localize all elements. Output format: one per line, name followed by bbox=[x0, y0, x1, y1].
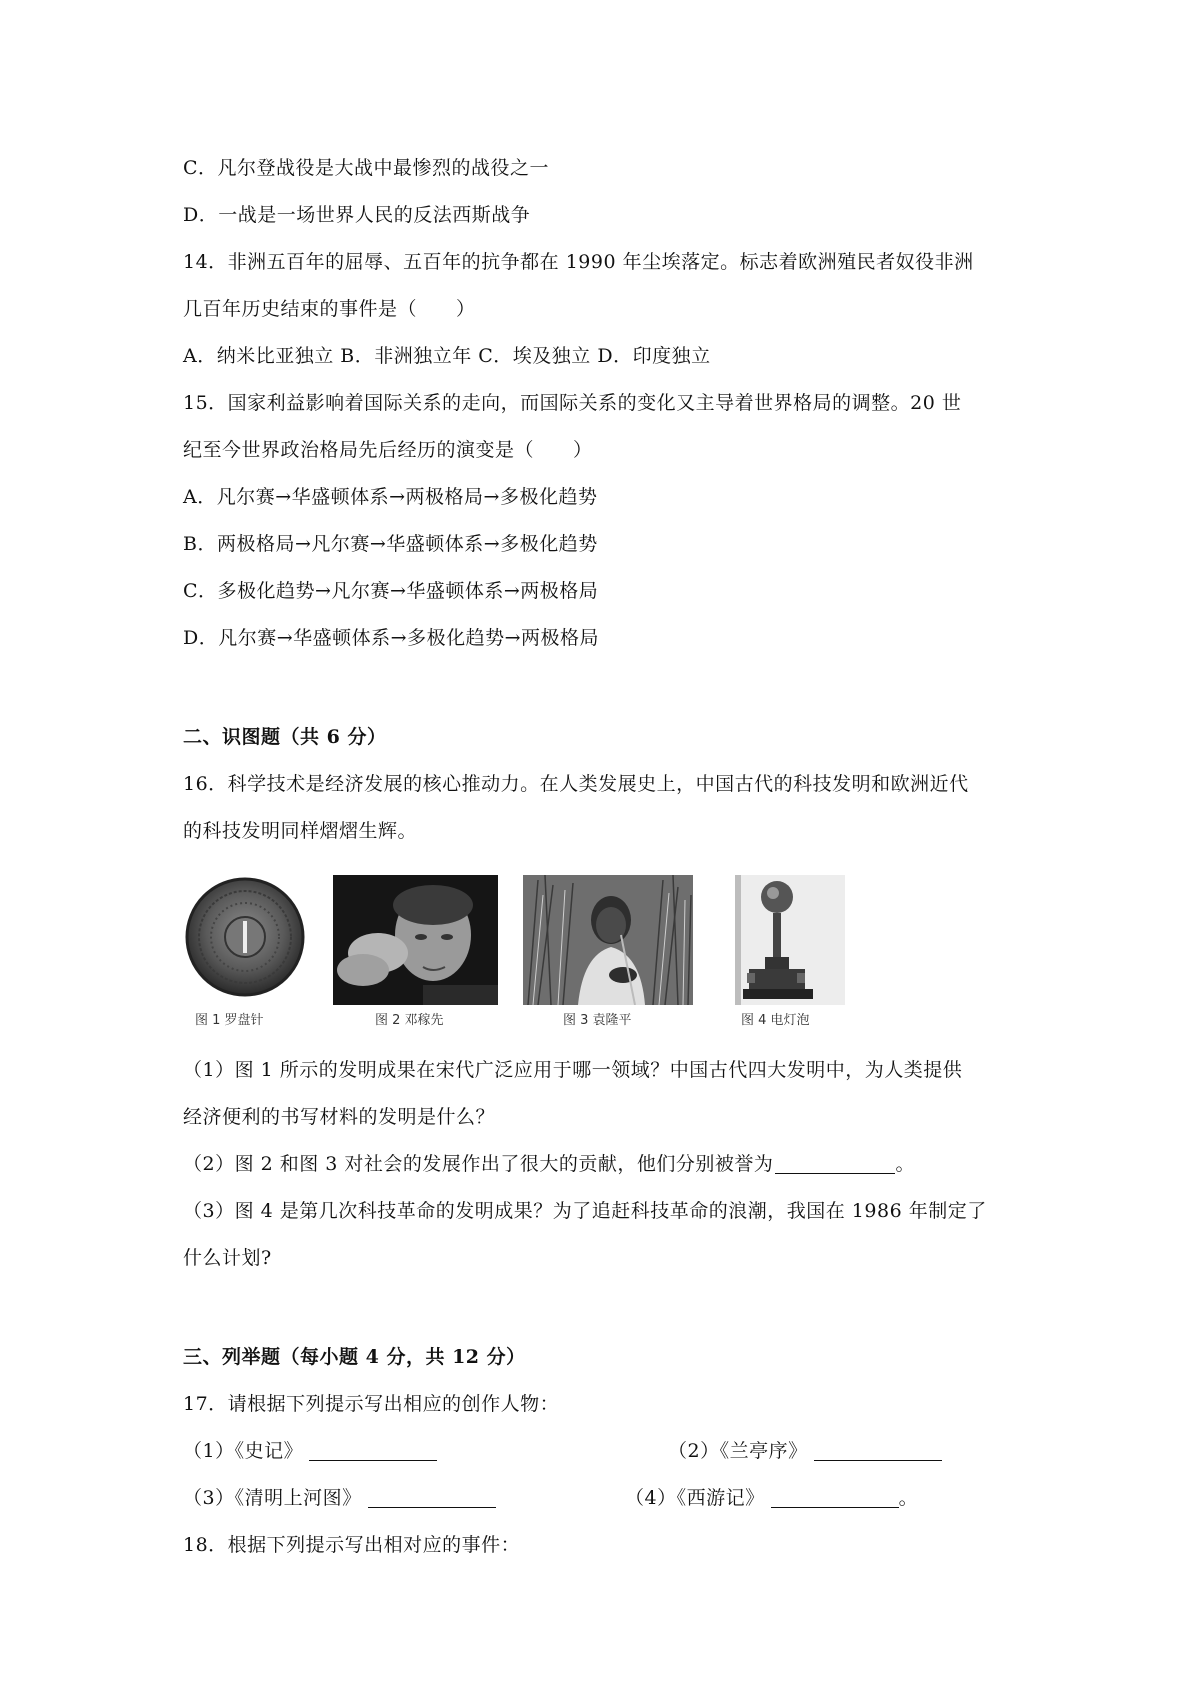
question-17-item-4-label: （4）《西游记》 bbox=[625, 1487, 765, 1509]
question-17-item-1-label: （1）《史记》 bbox=[183, 1440, 304, 1462]
answer-blank-16-2[interactable] bbox=[775, 1153, 895, 1174]
question-16-sub3-line1: （3）图 4 是第几次科技革命的发明成果？为了追赶科技革命的浪潮，我国在 1986 年制定了 bbox=[183, 1200, 987, 1222]
figure-row bbox=[185, 875, 865, 1035]
question-15-line2: 纪至今世界政治格局先后经历的演变是（ ） bbox=[183, 439, 593, 461]
question-17-item-3-label: （3）《清明上河图》 bbox=[183, 1487, 362, 1509]
question-16-line2: 的科技发明同样熠熠生辉。 bbox=[183, 820, 418, 842]
section-2-heading: 二、识图题（共 6 分） bbox=[183, 726, 387, 748]
question-17: 17．请根据下列提示写出相应的创作人物： bbox=[183, 1393, 560, 1415]
question-17-item-1 bbox=[183, 1438, 437, 1464]
option-13c: C．凡尔登战役是大战中最惨烈的战役之一 bbox=[183, 157, 550, 179]
rice-field-image bbox=[523, 875, 693, 1005]
compass-image bbox=[185, 875, 305, 1005]
option-15b: B．两极格局→凡尔赛→华盛顿体系→多极化趋势 bbox=[183, 533, 598, 555]
question-18: 18．根据下列提示写出相对应的事件： bbox=[183, 1534, 521, 1556]
question-17-item-2 bbox=[668, 1438, 942, 1464]
option-15c: C．多极化趋势→凡尔赛→华盛顿体系→两极格局 bbox=[183, 580, 599, 602]
question-16-line1: 16．科学技术是经济发展的核心推动力。在人类发展史上，中国古代的科技发明和欧洲近代 bbox=[183, 773, 969, 795]
figure-1-caption: 图 1 罗盘针 bbox=[195, 1013, 264, 1028]
question-16-sub2 bbox=[183, 1151, 915, 1177]
question-14-options: A．纳米比亚独立 B．非洲独立年 C．埃及独立 D．印度独立 bbox=[183, 345, 711, 367]
answer-blank-17-4[interactable] bbox=[771, 1487, 899, 1508]
figure-3-caption: 图 3 袁隆平 bbox=[563, 1013, 632, 1028]
answer-blank-17-3[interactable] bbox=[368, 1487, 496, 1508]
answer-blank-17-1[interactable] bbox=[309, 1440, 437, 1461]
figure-1 bbox=[185, 875, 305, 1035]
figure-4 bbox=[735, 875, 845, 1035]
figure-2 bbox=[333, 875, 498, 1035]
question-17-item-4-end: 。 bbox=[898, 1487, 919, 1509]
question-15-line1: 15．国家利益影响着国际关系的走向，而国际关系的变化又主导着世界格局的调整。20 世 bbox=[183, 392, 962, 414]
figure-4-caption: 图 4 电灯泡 bbox=[741, 1013, 810, 1028]
question-16-sub3-line2: 什么计划? bbox=[183, 1247, 272, 1269]
question-14-line1: 14．非洲五百年的屈辱、五百年的抗争都在 1990 年尘埃落定。标志着欧洲殖民者奴役非洲 bbox=[183, 251, 974, 273]
question-16-sub2-text: （2）图 2 和图 3 对社会的发展作出了很大的贡献，他们分别被誉为 bbox=[183, 1153, 774, 1175]
question-17-item-4 bbox=[625, 1485, 918, 1511]
question-16-sub2-end: 。 bbox=[895, 1153, 915, 1175]
question-17-item-3 bbox=[183, 1485, 496, 1511]
option-15a: A．凡尔赛→华盛顿体系→两极格局→多极化趋势 bbox=[183, 486, 598, 508]
question-17-item-2-label: （2）《兰亭序》 bbox=[668, 1440, 808, 1462]
answer-blank-17-2[interactable] bbox=[814, 1440, 942, 1461]
option-15d: D．凡尔赛→华盛顿体系→多极化趋势→两极格局 bbox=[183, 627, 599, 649]
light-bulb-image bbox=[735, 875, 845, 1005]
question-16-sub1-line2: 经济便利的书写材料的发明是什么？ bbox=[183, 1106, 496, 1128]
question-16-sub1-line1: （1）图 1 所示的发明成果在宋代广泛应用于哪一领域？中国古代四大发明中，为人类提供 bbox=[183, 1059, 963, 1081]
section-3-heading: 三、列举题（每小题 4 分，共 12 分） bbox=[183, 1346, 526, 1368]
portrait-image bbox=[333, 875, 498, 1005]
question-14-line2: 几百年历史结束的事件是（ ） bbox=[183, 298, 476, 320]
option-13d: D．一战是一场世界人民的反法西斯战争 bbox=[183, 204, 531, 226]
figure-3 bbox=[523, 875, 693, 1035]
figure-2-caption: 图 2 邓稼先 bbox=[375, 1013, 444, 1028]
